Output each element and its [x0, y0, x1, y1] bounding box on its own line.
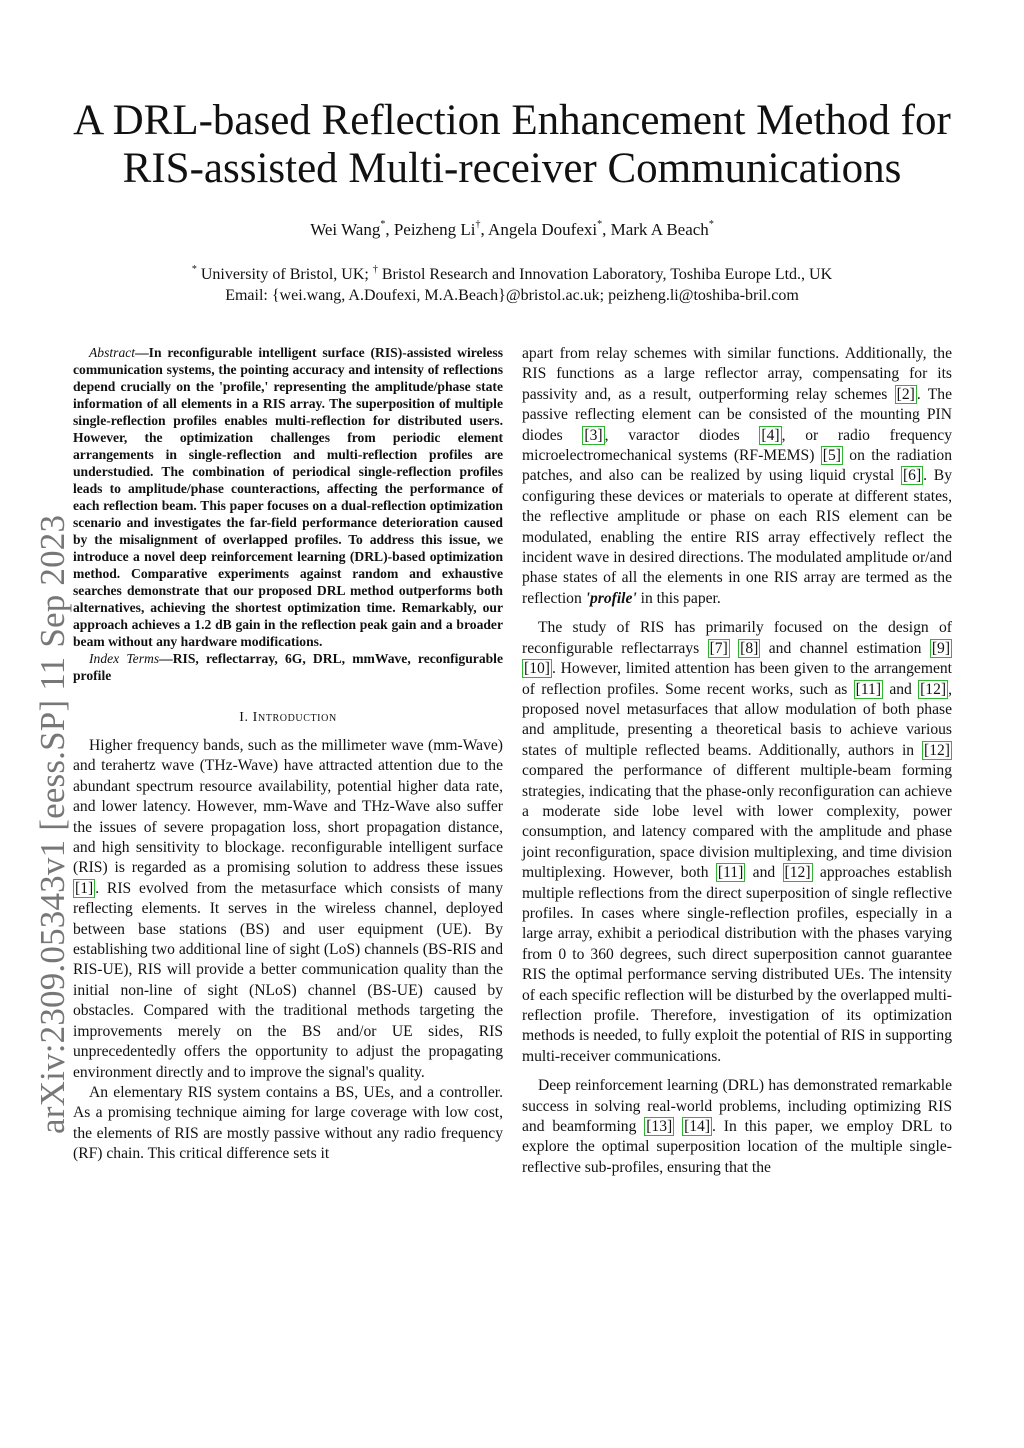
- citation-link[interactable]: [12]: [920, 680, 947, 698]
- index-terms-label: Index Terms: [89, 651, 160, 666]
- intro-paragraph-1: Higher frequency bands, such as the millimeter wave (mm-Wave) and terahertz wave (THz-Wave) have attracted attention due to the abundant spectrum resource availability, potential higher data rate, and lower latency. However, mm-Wave and THz-Wave also suffer the issues of severe propagation loss, short propagation distance, and high sensitivity to blockage. reconfigurable intelligent surface (RIS) is regarded as a promising solution to address these issues [1] . RIS evolved from the metasurface which consists of many reflecting elements. It serves in the wireless channel, deployed between base stations (BS) and user equipment (UE). By establishing two additional line of sight (LoS) channels (BS-RIS and RIS-UE), RIS will provide a better communication quality than the initial non-line of sight (NLoS) channel (BS-UE) caused by obstacles. Compared with the traditional methods targeting the improvements merely on the BS and/or UE sides, RIS unprecedentedly offers the opportunity to adjust the propagating environment directly and to improve the signal's quality.: [73, 737, 503, 1081]
- profile-term: 'profile': [585, 589, 637, 607]
- citation-link[interactable]: [10]: [524, 660, 550, 678]
- abstract-text: —In reconfigurable intelligent surface (RIS)-assisted wireless communication systems, the pointing accuracy and intensity of reflections depend crucially on the 'profile,' representing the amplitude/phase state information of all elements in a RIS array. The superposition of multiple single-reflection profiles enables multi-reflection for distributed users. However, the optimization challenges from periodic element arrangements in single-reflection and multi-reflection profiles are understudied. The combination of periodical single-reflection profiles leads to amplitude/phase counteractions, affecting the performance of each reflection beam. This paper focuses on a dual-reflection optimization scenario and investigates the far-field performance deterioration caused by the misalignment of overlapped profiles. To address this issue, we introduce a novel deep reinforcement learning (DRL)-based optimization method. Comparative experiments against random and exhaustive searches demonstrate that our proposed DRL method outperforms both alternatives, achieving the shortest optimization time. Remarkably, our approach achieves a 1.2 dB gain in the reflection peak gain and a broader beam without any hardware modifications.: [73, 345, 503, 649]
- email-line: Email: {wei.wang, A.Doufexi, M.A.Beach}@bristol.ac.uk; peizheng.li@toshiba-bril.com: [225, 287, 799, 304]
- left-column: [73, 344, 503, 1165]
- abstract: [73, 344, 503, 650]
- citation-link[interactable]: [7]: [709, 639, 728, 657]
- affiliations: [40, 264, 984, 306]
- citation-link[interactable]: [8]: [740, 639, 759, 657]
- author-list: [40, 220, 984, 240]
- index-terms: [73, 650, 503, 684]
- abstract-label: Abstract: [89, 345, 136, 360]
- citation-link[interactable]: [3]: [584, 426, 603, 444]
- citation-link[interactable]: [12]: [924, 741, 950, 759]
- citation-link[interactable]: [4]: [761, 426, 780, 444]
- right-column: [522, 344, 952, 1178]
- citation-link[interactable]: [11]: [855, 680, 882, 698]
- citation-link[interactable]: [6]: [902, 467, 922, 485]
- citation-link[interactable]: [9]: [931, 639, 951, 657]
- arxiv-identifier: arXiv:2309.05343v1 [eess.SP] 11 Sep 2023: [33, 514, 72, 1134]
- paper-title: [40, 97, 984, 193]
- author: Peizheng Li†,: [393, 219, 489, 239]
- index-terms-text: —RIS, reflectarray, 6G, DRL, mmWave, reconfigurable profile: [73, 651, 503, 683]
- citation-link[interactable]: [12]: [784, 864, 811, 882]
- author: Angela Doufexi*,: [488, 219, 611, 239]
- citation-link[interactable]: [2]: [896, 385, 915, 403]
- intro-paragraph-3: apart from relay schemes with similar functions. Additionally, the RIS functions as a large reflector array, compensating for its passivity and, as a result, outperforming relay schemes [2] . The passive reflecting element can be consisted of the mounting PIN diodes [3] , varactor diodes [4] , or radio frequency microelectromechanical systems (RF-MEMS) [5] on the radiation patches, and also can be realized by using liquid crystal [6] . By configuring these devices or materials to operate at different states, the reflective amplitude or phase on each RIS element can be modulated, enabling the entire RIS array effectively reflect the incident wave in desired directions. The modulated amplitude or/and phase states of all the elements in one RIS array are termed as the reflection 'profile' in this paper.: [522, 345, 952, 607]
- author: Wei Wang*,: [310, 219, 394, 239]
- citation-link[interactable]: [11]: [717, 864, 744, 882]
- author: Mark A Beach*: [610, 219, 714, 239]
- intro-paragraph-4: The study of RIS has primarily focused on the design of reconfigurable reflectarrays [7] [8] and channel estimation [9] [10] . However, limited attention has been given to the arrangement of reflection profiles. Some recent works, such as [11] and [12] , proposed novel metasurfaces that allow modulation of both phase and amplitude, presenting a theoretical basis to achieve various states of multiple reflected beams. Additionally, authors in [12] compared the performance of different multiple-beam forming strategies, indicating that the phase-only reconfiguration can achieve a moderate side lobe level with lower complexity, power consumption, and latency compared with the amplitude and phase joint reconfiguration, space division multiplexing, and time division multiplexing. However, both [11] and [12] approaches establish multiple reflections from the direct superposition of single reflective profiles. In cases where single-reflection profiles, especially in a large array, exhibit a periodical distribution with the phases varying from 0 to 360 degrees, such direct superposition cannot guarantee RIS the optimal performance serving distributed UEs. The intensity of each specific reflection will be disturbed by the overlapped multi-reflection profile. Therefore, investigation of its optimization methods is needed, to fully exploit the potential of RIS in supporting multi-receiver communications.: [522, 619, 952, 1065]
- title-line-2: RIS-assisted Multi-receiver Communications: [122, 145, 902, 192]
- citation-link[interactable]: [14]: [684, 1118, 711, 1136]
- section-heading: I. Introduction: [239, 710, 337, 725]
- intro-paragraph-2: An elementary RIS system contains a BS, UEs, and a controller. As a promising technique aiming for large coverage with low cost, the elements of RIS are mostly passive without any radio frequency (RF) chain. This critical difference sets it: [73, 1083, 503, 1163]
- title-line-1: A DRL-based Reflection Enhancement Method for: [73, 97, 951, 144]
- citation-link[interactable]: [13]: [646, 1118, 673, 1136]
- intro-paragraph-5: Deep reinforcement learning (DRL) has demonstrated remarkable success in solving real-world problems, including optimizing RIS and beamforming [13] [14] . In this paper, we employ DRL to explore the optimal superposition location of the multiple single-reflective sub-profiles, ensuring that the: [522, 1077, 952, 1176]
- affiliation-line: * University of Bristol, UK; † Bristol Research and Innovation Laboratory, Toshiba Europe Ltd., UK: [191, 263, 833, 283]
- citation-link[interactable]: [1]: [75, 879, 94, 897]
- citation-link[interactable]: [5]: [822, 447, 841, 465]
